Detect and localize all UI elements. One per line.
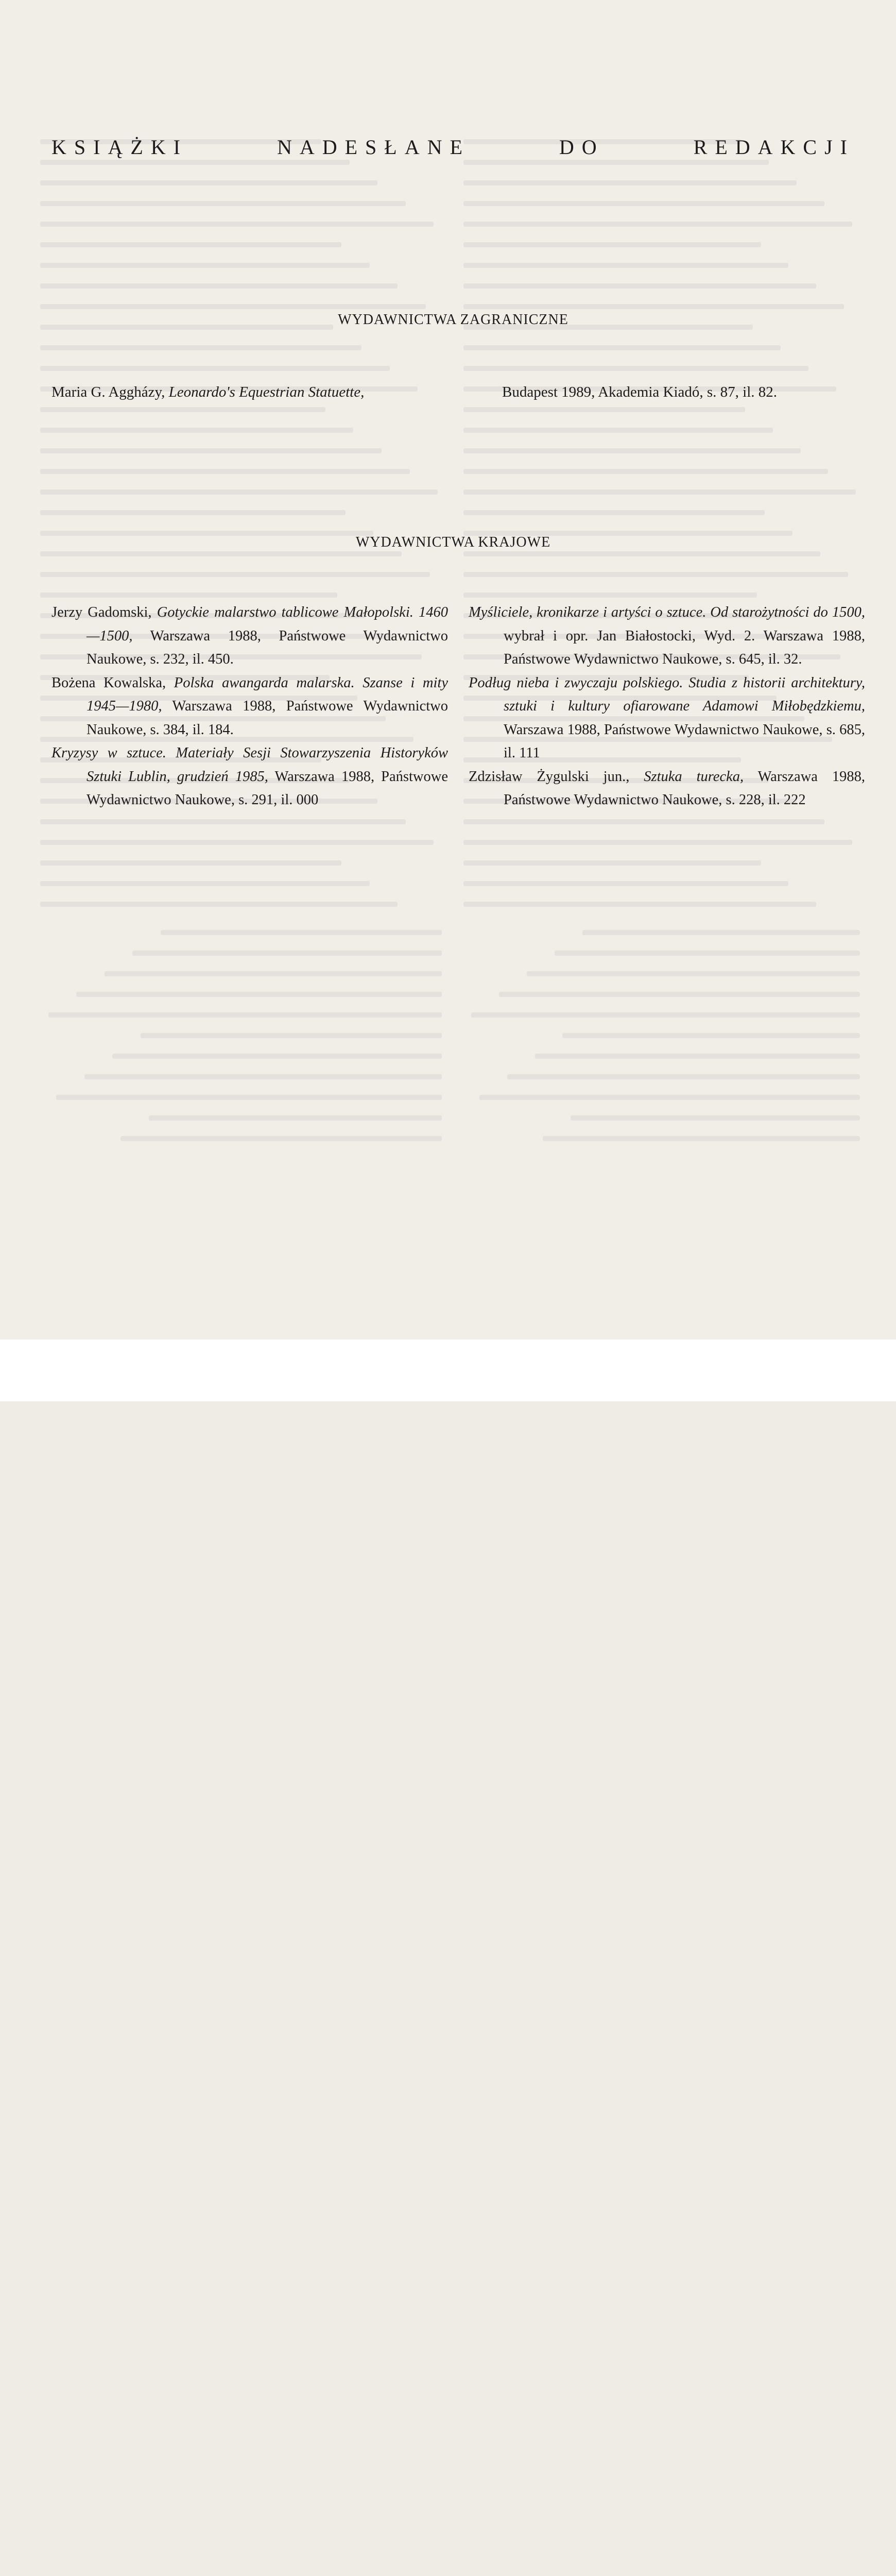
book-entry xyxy=(51,741,448,812)
entry-author: Jerzy Gadomski, xyxy=(51,604,152,620)
section-heading-domestic: WYDAWNICTWA KRAJOWE xyxy=(355,534,551,550)
entry-title: Leonardo's Equestrian Statuette, xyxy=(168,384,365,400)
bleed-through-text xyxy=(463,922,860,1159)
book-entry xyxy=(469,601,865,671)
right-column xyxy=(469,601,865,812)
entry-publication: Warszawa 1988, Państwowe Wydawnictwo Naukowe, s. 685, il. 111 xyxy=(504,721,865,761)
foreign-entry-publication: Budapest 1989, Akademia Kiadó, s. 87, il. 82. xyxy=(502,384,778,400)
page-title: KSIĄŻKI NADESŁANE DO REDAKCJI xyxy=(51,135,855,159)
entry-publication: Warszawa 1988, Państwowe Wydawnictwo Naukowe, s. 291, il. 000 xyxy=(87,768,448,808)
entry-title: Myśliciele, kronikarze i artyści o sztuce. Od starożytności do 1500, xyxy=(469,604,865,620)
section-heading-foreign: WYDAWNICTWA ZAGRANICZNE xyxy=(338,312,568,328)
entry-author: Zdzisław Żygulski jun., xyxy=(469,768,630,785)
left-column xyxy=(51,601,448,812)
entry-publication: wybrał i opr. Jan Białostocki, Wyd. 2. Warszawa 1988, Państwowe Wydawnictwo Naukowe, s. 645, il. 32. xyxy=(504,628,865,667)
book-entry xyxy=(469,765,865,812)
viewer-footer xyxy=(0,1340,896,1401)
foreign-entry-left xyxy=(51,380,364,404)
entry-title: Podług nieba i zwyczaju polskiego. Studia z historii architektury, sztuki i kultury ofiarowane Adamowi Miłobędzkiemu, xyxy=(469,674,865,714)
entry-author: Bożena Kowalska, xyxy=(51,674,166,691)
entry-publication: Warszawa 1988, Państwowe Wydawnictwo Naukowe, s. 228, il. 222 xyxy=(504,768,865,808)
entry-title: Kryzysy w sztuce. Materiały Sesji Stowarzyszenia Historyków Sztuki Lublin, grudzień 1985, xyxy=(51,745,448,785)
entry-publication: Warszawa 1988, Państwowe Wydawnictwo Naukowe, s. 232, il. 450. xyxy=(87,628,448,667)
book-entry xyxy=(51,671,448,742)
entry-author: Maria G. Aggházy, xyxy=(51,384,165,400)
book-entry xyxy=(51,601,448,671)
entry-title: Gotyckie malarstwo tablicowe Małopolski. 1460—1500, xyxy=(87,604,448,644)
entry-publication: Warszawa 1988, Państwowe Wydawnictwo Naukowe, s. 384, il. 184. xyxy=(87,698,448,738)
bleed-through-text xyxy=(40,922,442,1159)
entry-title: Polska awangarda malarska. Szanse i mity 1945—1980, xyxy=(87,674,449,714)
book-entry xyxy=(469,671,865,765)
entry-title: Sztuka turecka, xyxy=(644,768,744,785)
